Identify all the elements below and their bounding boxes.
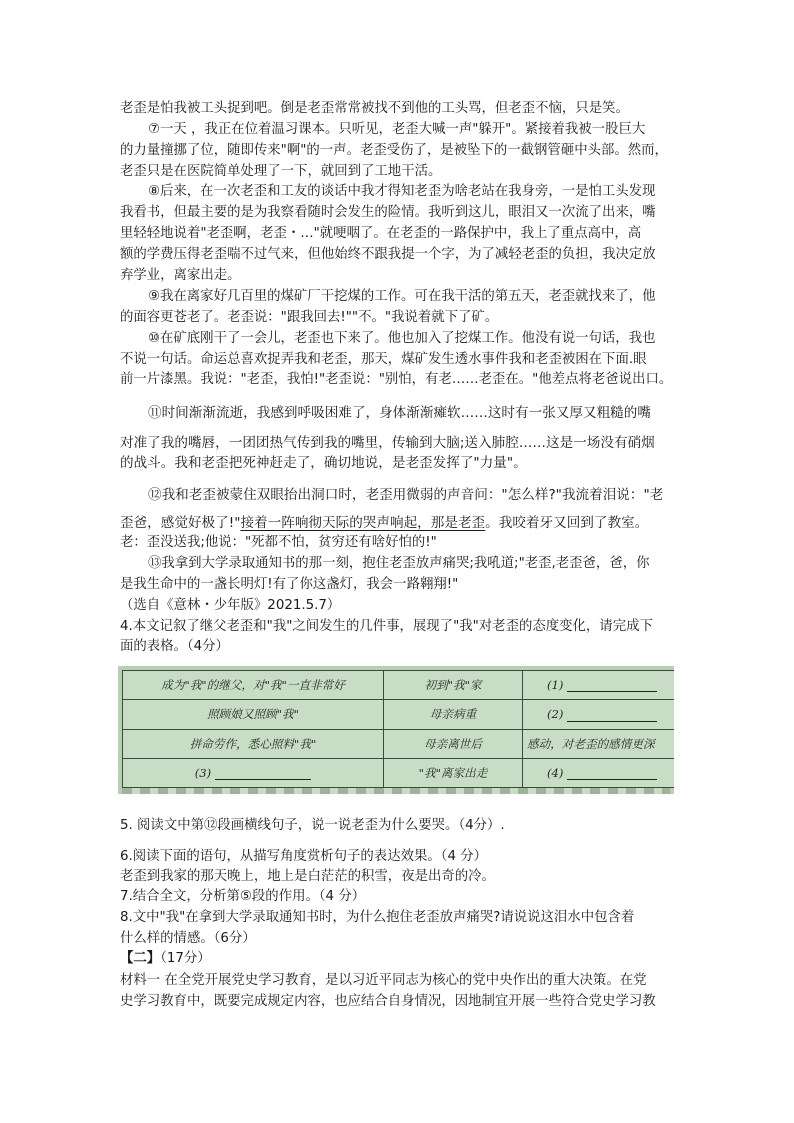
table-cell: 拼命劳作，悉心照料"我": [123, 729, 384, 758]
section-heading: 【二】: [120, 951, 161, 966]
table-row: [123, 700, 675, 729]
answer-blank-2[interactable]: [523, 700, 675, 729]
story-line: 不说一句话。命运总喜欢捉弄我和老歪，那天，煤矿发生透水事件我和老歪被困在下面.眼: [120, 352, 647, 367]
answer-blank-3[interactable]: [123, 758, 384, 787]
table-row: [123, 758, 675, 787]
story-line: 前一片漆黑。我说："老歪，我怕!"老歪说："别怕，有老……老歪在。"他差点将老爸说出口。: [120, 372, 673, 387]
table-row: [123, 729, 675, 758]
table-cell: 照顾娘又照顾"我": [123, 700, 384, 729]
paragraph-12-underlined-line: [120, 513, 680, 533]
cropped-edge: [122, 788, 670, 794]
story-line: 里轻轻地说着"老歪啊，老歪・…"就哽咽了。在老歪的一路保护中，我上了重点高中，高: [120, 226, 642, 241]
table-cell: 母亲病重: [384, 700, 523, 729]
story-line: 的力量撞挪了位，随即传来"啊"的一声。老歪受伤了，是被坠下的一截钢管砸中头部。然而，: [120, 143, 668, 158]
paragraph-13-line: ⑬我拿到大学录取通知书的那一刻，抱住老歪放声痛哭;我吼道;"老歪,老歪爸，爸，你: [148, 556, 650, 571]
question-5: 5. 阅读文中第⑫段画横线句子，说一说老歪为什么要哭。（4分）.: [120, 818, 505, 833]
table-cell: "我"离家出走: [384, 758, 523, 787]
section-score: （17分）: [160, 951, 211, 966]
attitude-table-image: [118, 666, 674, 794]
blank-line: [567, 709, 657, 722]
paragraph-12-line: ⑫我和老歪被蒙住双眼抬出洞口时，老歪用微弱的声音问："怎么样?"我流着泪说："老: [148, 487, 664, 503]
blank-number: (2): [547, 707, 564, 722]
story-line: 弃学业，离家出走。: [120, 268, 241, 283]
story-line: 的战斗。我和老歪把死神赶走了，确切地说，是老歪发挥了"力量"。: [120, 455, 527, 471]
blank-number: (3): [194, 765, 212, 780]
story-line: 额的学费压得老歪喘不过气来，但他始终不跟我提一个字，为了减轻老歪的负担，我决定放: [120, 247, 656, 262]
question-8: 8.文中"我"在拿到大学录取通知书时，为什么抱住老歪放声痛哭?请说说这泪水中包含着: [120, 910, 635, 925]
paragraph-8-line: ⑧后来，在一次老歪和工友的谈话中我才得知老歪为啥老站在我身旁，一是怕工头发现: [148, 184, 656, 199]
table-cell: 感动，对老歪的感情更深: [523, 729, 675, 758]
material-line: 材料一 在全党开展党史学习教育，是以习近平同志为核心的党中央作出的重大决策。在党: [120, 973, 647, 988]
story-line: 的面容更苍老了。老歪说："跟我回去!""不。"我说着就下了矿。: [120, 310, 499, 325]
blank-number: (1): [547, 677, 564, 692]
paragraph-7-line: ⑦一天 ，我正在位着温习课本。只听见，老歪大喊一声"躲开"。紧接着我被一股巨大: [148, 122, 646, 137]
question-6-quote: 老歪到我家的那天晚上，地上是白茫茫的积雪，夜是出奇的冷。: [120, 869, 495, 884]
story-text: 歪爸，感觉好极了!": [120, 515, 241, 531]
story-line: 老歪是怕我被工头捉到吧。倒是老歪常常被找不到他的工头骂，但老歪不恼，只是笑。: [120, 101, 629, 116]
blank-line: [567, 679, 657, 692]
table-row: [123, 671, 675, 700]
material-line: 史学习教育中，既要完成规定内容，也应结合自身情况，因地制宜开展一些符合党史学习教: [120, 994, 656, 1009]
question-8: 什么样的情感。（6分）: [120, 931, 256, 946]
answer-blank-1[interactable]: [523, 671, 675, 700]
story-line: 是我生命中的一盏长明灯!有了你这盏灯，我会一路翱翔!": [120, 577, 459, 592]
table-cell: 初到"我"家: [384, 671, 523, 700]
paragraph-9-line: ⑨我在离家好几百里的煤矿厂干挖煤的工作。可在我干活的第五天，老歪就找来了，他: [148, 289, 656, 304]
story-text: 。我咬着牙又回到了教室。: [485, 515, 649, 531]
paragraph-11-line: ⑪时间渐渐流逝，我感到呼吸困难了，身体渐渐瘫软……这时有一张又厚又粗糙的嘴: [148, 405, 651, 421]
story-line: 老：歪没送我;他说："死都不怕，贫穷还有啥好怕的!": [120, 535, 437, 550]
attitude-table: [122, 670, 674, 788]
table-cell: 成为"我"的继父，对"我"一直非常好: [123, 671, 384, 700]
question-7: 7.结合全文，分析第⑤段的作用。（4 分）: [120, 889, 366, 904]
question-4: 4.本文记叙了继父老歪和"我"之间发生的几件事，展现了"我"对老歪的态度变化，请完成下: [120, 619, 653, 634]
blank-line: [567, 767, 657, 780]
story-line: 老歪只是在医院简单处理了一下，就回到了工地干活。: [120, 164, 442, 179]
source-citation: （选自《意林・少年版》2021.5.7）: [120, 598, 341, 613]
question-6: 6.阅读下面的语句，从描写角度赏析句子的表达效果。（4 分）: [120, 849, 488, 864]
section-header: [120, 949, 680, 969]
blank-line: [215, 767, 311, 780]
table-cell: 母亲离世后: [384, 729, 523, 758]
story-line: 对准了我的嘴唇，一团团热气传到我的嘴里，传输到大脑;送入肺腔……这是一场没有硝烟: [120, 435, 655, 451]
underlined-sentence: 接着一阵响彻天际的哭声响起，那是老歪: [240, 515, 486, 531]
story-line: 我看书，但最主要的是为我察看随时会发生的险情。我听到这儿，眼泪又一次流了出来，嘴: [120, 205, 656, 220]
paragraph-10-line: ⑩在矿底刚干了一会儿，老歪也下来了。他也加入了挖煤工作。他没有说一句话，我也: [148, 331, 656, 346]
blank-number: (4): [547, 765, 564, 780]
answer-blank-4[interactable]: [523, 758, 675, 787]
question-4: 面的表格。（4分）: [120, 639, 229, 654]
